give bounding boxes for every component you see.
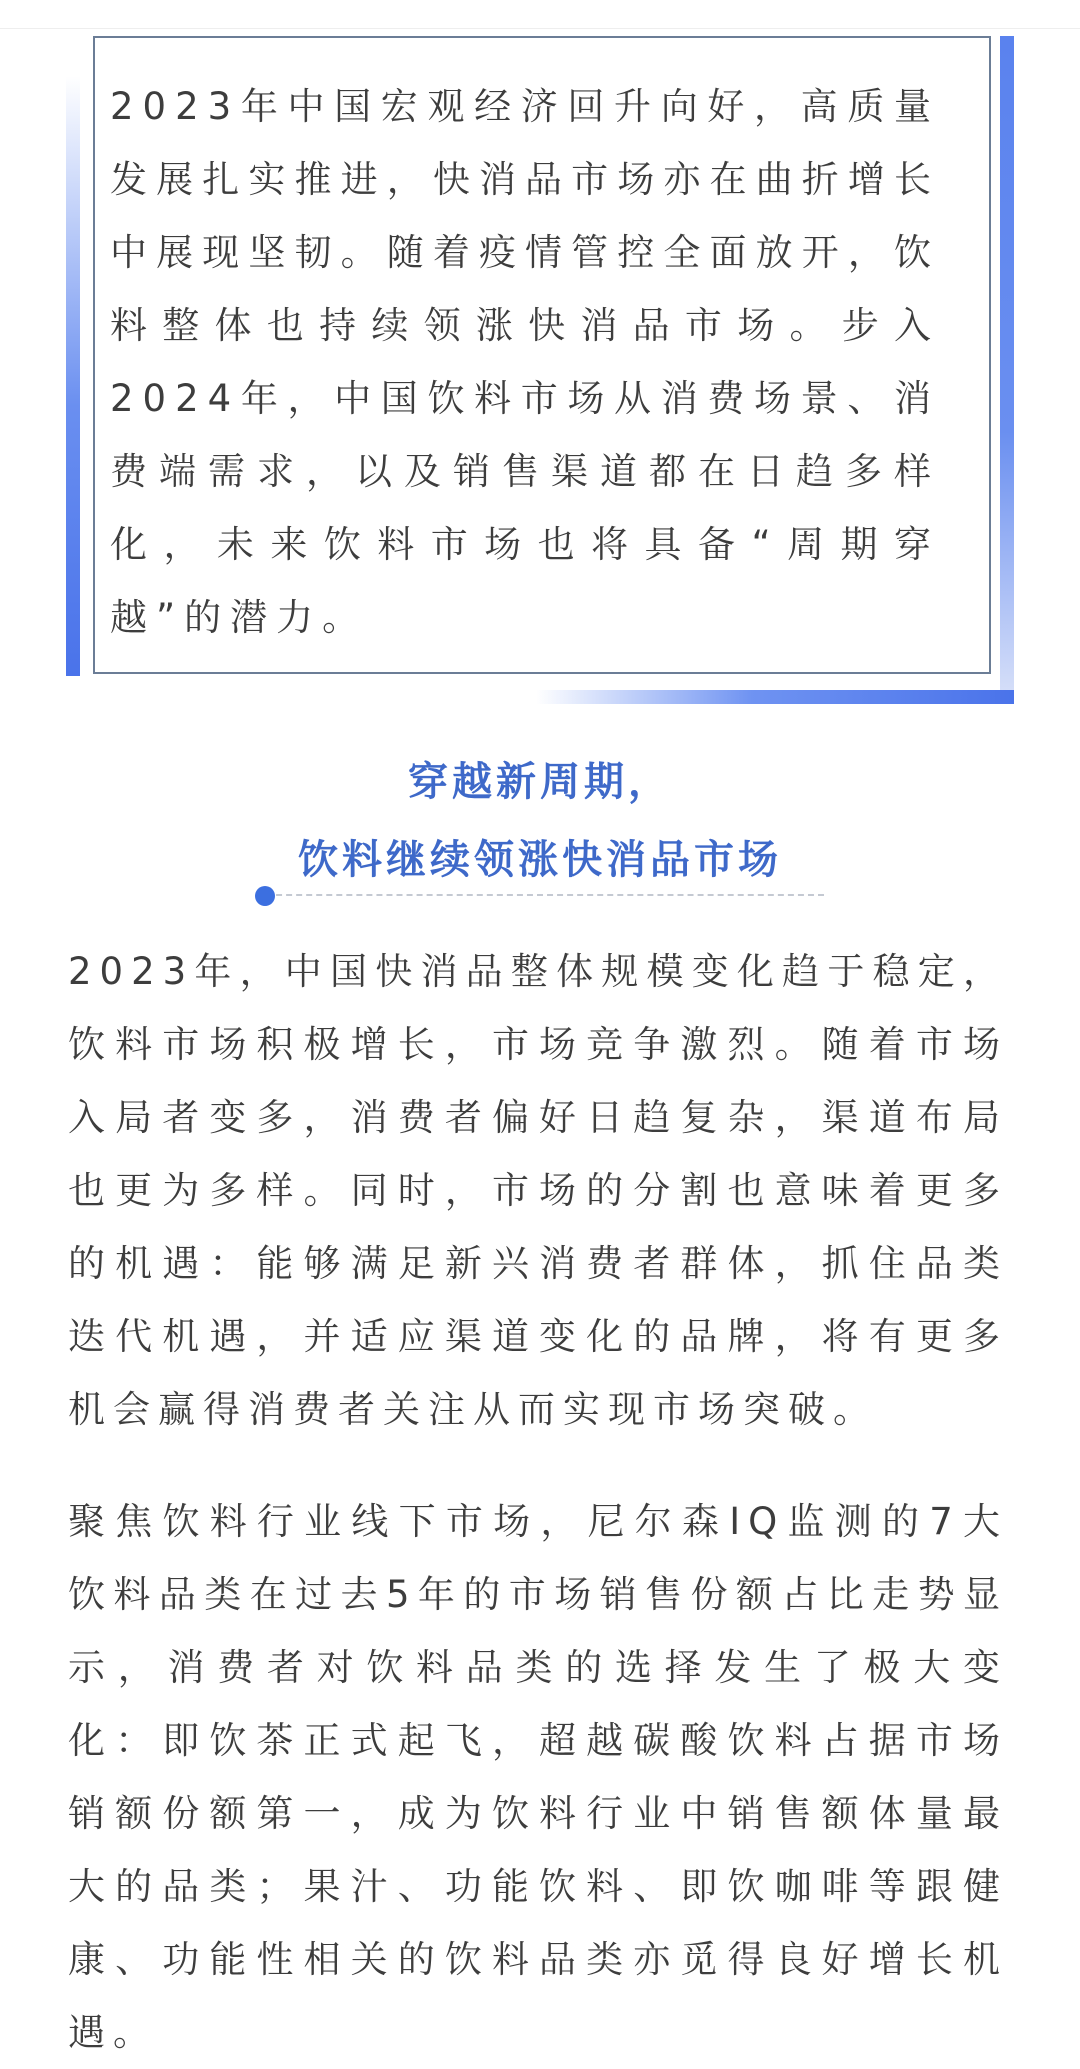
heading-dot-icon — [255, 886, 275, 906]
intro-accent-right — [1000, 36, 1014, 696]
section-heading-line1: 穿越新周期， — [408, 759, 672, 805]
body-paragraph-2: 聚焦饮料行业线下市场，尼尔森IQ监测的7大饮料品类在过去5年的市场销售份额占比走势显示，消费者对饮料品类的选择发生了极大变化：即饮茶正式起飞，超越碳酸饮料占据市场销额份额第一，成为饮料行业中销售额体量最大的品类；果汁、功能饮料、即饮咖啡等跟健康、功能性相关的饮料品类亦觅得良好增长机遇。 — [68, 1500, 1008, 2054]
intro-accent-bottom — [536, 690, 1014, 704]
heading-divider — [256, 894, 824, 898]
section-heading-line2: 饮料继续领涨快消品市场 — [298, 837, 782, 883]
intro-accent-left — [66, 76, 80, 676]
body-paragraph-1: 2023年，中国快消品整体规模变化趋于稳定，饮料市场积极增长，市场竞争激烈。随着市场入局者变多，消费者偏好日趋复杂，渠道布局也更为多样。同时，市场的分割也意味着更多的机遇：能够满足新兴消费者群体，抓住品类迭代机遇，并适应渠道变化的品牌，将有更多机会赢得消费者关注从而实现市场突破。 — [68, 950, 1008, 1431]
top-bar — [0, 0, 1080, 29]
intro-text: 2023年中国宏观经济回升向好，高质量发展扎实推进，快消品市场亦在曲折增长中展现坚韧。随着疫情管控全面放开，饮料整体也持续领涨快消品市场。步入2024年，中国饮料市场从消费场景、消费端需求，以及销售渠道都在日趋多样化，未来饮料市场也将具备“周期穿越”的潜力。 — [110, 85, 940, 639]
